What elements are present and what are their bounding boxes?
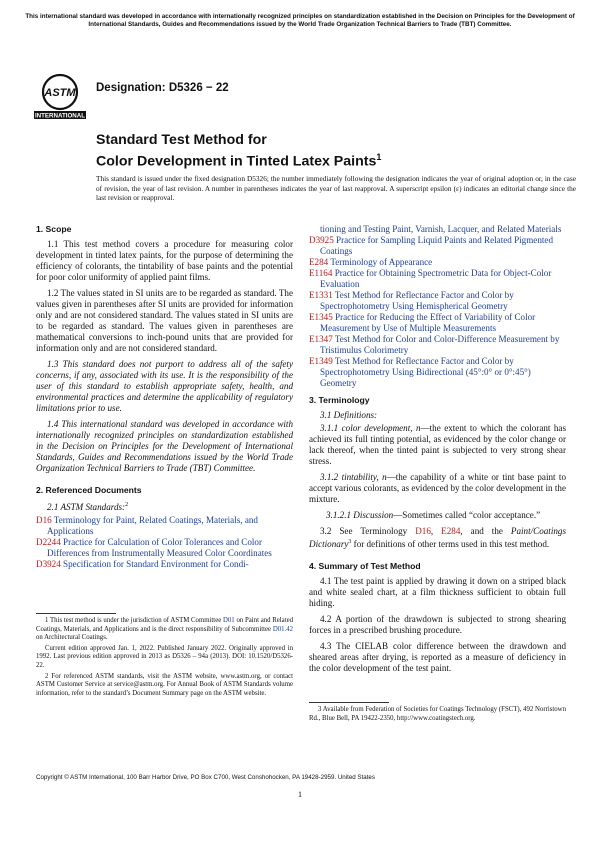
right-column (309, 224, 566, 679)
para-3-1-2-1: 3.1.2.1 Discussion—Sometimes called “color acceptance.” (326, 510, 541, 520)
link-e284[interactable]: E284 (441, 526, 461, 536)
page-number: 1 (297, 789, 303, 799)
title-footnote-mark: 1 (376, 152, 382, 162)
page-title (96, 132, 566, 171)
para-3-1-2: 3.1.2 tintability, n—the capability of a white or tint base paint to accept various colorants, as evidenced by the color development in the mixture. (309, 472, 566, 504)
link-d01-42[interactable]: D01.42 (272, 625, 294, 633)
reference-d3924[interactable] (36, 559, 293, 570)
reference-code[interactable]: D16 (36, 515, 52, 526)
reference-d3924[interactable] (309, 224, 566, 235)
scope-heading: 1. Scope (36, 224, 72, 234)
title-line-1: Standard Test Method for (96, 132, 267, 148)
reference-title[interactable]: tioning and Testing Paint, Varnish, Lacquer, and Related Materials (320, 224, 562, 234)
reference-title[interactable]: Practice for Calculation of Color Tolerances and Color Differences from Instrumentally Measured Color Coordinates (47, 537, 272, 559)
reference-list-left (36, 515, 293, 570)
reference-e1347[interactable] (309, 334, 566, 356)
para-3-1-1: 3.1.1 color development, n—the extent to which the colorant has achieved its full tinting potential, as evidenced by the color change or lack thereof, when the tinted paint is subjected to very strong shear stress. (309, 423, 567, 466)
reference-code[interactable]: E1345 (309, 312, 333, 322)
footnote-3: 3 Available from Federation of Societies for Coatings Technology (FSCT), 492 Norristown Rd., Blue Bell, PA 19422-2350, http://www.coatingstech.org. (309, 706, 566, 722)
footnote-2: 2 For referenced ASTM standards, visit the ASTM website, www.astm.org, or contact ASTM Customer Service at service@astm.org. For Annual Book of ASTM Standards volume information, refer to the standard’s Document Summary page on the ASTM website. (36, 672, 293, 697)
para-1-3: 1.3 This standard does not purport to address all of the safety concerns, if any, associated with its use. It is the responsibility of the user of this standard to establish appropriate safety, health, and environmental practices and determine the applicability of regulatory limitations prior to use. (36, 359, 293, 413)
designation: Designation: D5326 − 22 (96, 82, 229, 94)
reference-e1164[interactable] (309, 268, 566, 290)
astm-standards-label: 2.1 ASTM Standards:$^2$ (47, 502, 129, 513)
para-1-1: 1.1 This test method covers a procedure for measuring color development in tinted latex paints, for the purpose of determining the efficiency of colorants, the tintability of base paints and the potential for poor color uniformity of applied paint films. (36, 239, 293, 282)
copyright: Copyright © ASTM International, 100 Barr Harbor Drive, PO Box C700, West Conshohocken, PA 19428-2959. United States (36, 774, 375, 781)
refdocs-heading: 2. Referenced Documents (36, 485, 142, 495)
para-1-2: 1.2 The values stated in SI units are to be regarded as standard. The values given in parentheses after SI units are provided for information only and are not considered standard. The values stated in SI units are to be regarded as standard. The values given in parentheses are mathematical conversions to inch-pound units that are provided for information only and are not considered standard. (36, 288, 293, 353)
footnote-1: 1 This test method is under the jurisdiction of ASTM Committee D01 on Paint and Related Coatings, Materials, and Applications and is the direct responsibility of Subcommittee D01.42 on Architectural Coatings. (36, 617, 294, 642)
para-1-4: 1.4 This international standard was developed in accordance with internationally recognized principles on standardization established in the Decision on Principles for the Development of International Standards, Guides and Recommendations issued by the World Trade Organization Technical Barriers to Trade (TBT) Committee. (36, 419, 293, 473)
reference-title[interactable]: Specification for Standard Environment for Condi- (63, 559, 249, 570)
reference-e1331[interactable] (309, 290, 566, 312)
reference-code[interactable]: E1331 (309, 290, 333, 300)
reference-code[interactable]: D3925 (309, 235, 334, 245)
reference-d16[interactable] (36, 515, 293, 537)
footnote-divider (36, 613, 116, 614)
reference-title[interactable]: Practice for Obtaining Spectrometric Data for Object-Color Evaluation (320, 268, 552, 289)
reference-d2244[interactable] (36, 537, 293, 559)
reference-title[interactable]: Terminology of Appearance (330, 257, 433, 267)
footnote-divider-right (309, 702, 389, 703)
astm-logo-icon (32, 71, 88, 121)
summary-heading: 4. Summary of Test Method (309, 561, 421, 572)
footnotes-left (36, 617, 293, 700)
reference-code[interactable]: D3924 (36, 559, 61, 570)
astm-logo (32, 71, 88, 121)
para-3-1: 3.1 Definitions: (320, 410, 378, 420)
logo-caption: INTERNATIONAL (34, 112, 86, 120)
link-d01[interactable]: D01 (222, 617, 235, 624)
para-4-2: 4.2 A portion of the drawdown is subjected to strong shearing forces in a prescribed brushing procedure. (309, 614, 566, 636)
link-d16[interactable]: D16 (415, 526, 431, 536)
terminology-heading: 3. Terminology (309, 395, 370, 405)
reference-e284[interactable] (309, 257, 566, 268)
para-4-3: 4.3 The CIELAB color difference between the drawdown and sheared areas after drying, is reported as a measure of deficiency in the color development of the test paint. (309, 641, 566, 674)
reference-e1349[interactable] (309, 356, 566, 389)
reference-title[interactable]: Practice for Reducing the Effect of Variability of Color Measurement by Use of Multiple Measurements (320, 312, 536, 333)
logo-letters: ASTM (44, 87, 76, 99)
reference-code[interactable]: E1349 (309, 356, 333, 366)
reference-code[interactable]: D2244 (36, 537, 61, 548)
reference-list-right (309, 224, 566, 389)
title-line-2: Color Development in Tinted Latex Paints (96, 153, 377, 170)
footnote-edition: Current edition approved Jan. 1, 2022. Published January 2022. Originally approved in 1992. Last previous edition approved in 2013 as D5326 – 94a (2013). DOI: 10.1520/D5326-22. (36, 644, 293, 669)
reference-code[interactable]: E284 (309, 257, 329, 267)
reference-title[interactable]: Practice for Sampling Liquid Paints and Related Pigmented Coatings (320, 235, 553, 256)
reference-d3925[interactable] (309, 235, 566, 257)
left-column (36, 224, 293, 570)
issuance-note: This standard is issued under the fixed designation D5326; the number immediately following the designation indicates the year of original adoption or, in the case of revision, the year of last revision. A number in parentheses indicates the year of last reapproval. A superscript epsilon (ε) indicates an editorial change since the last revision or reapproval. (96, 174, 576, 202)
reference-title[interactable]: Test Method for Color and Color-Difference Measurement by Tristimulus Colorimetry (320, 334, 560, 355)
para-4-1: 4.1 The test paint is applied by drawing it down on a striped black and white sealed chart, at a film thickness sufficient to obtain full hiding. (309, 576, 566, 609)
tbt-notice: This international standard was developed in accordance with internationally recognized principles on standardization established in the Decision on Principles for the Development of International Standards, Guides and Recommendations issued by the World Trade Organization Technical Barriers to Trade (TBT) Committee. (25, 13, 575, 28)
footnotes-right (309, 706, 566, 723)
reference-title[interactable]: Terminology for Paint, Related Coatings, Materials, and Applications (47, 515, 258, 537)
reference-title[interactable]: Test Method for Reflectance Factor and Color by Spectrophotometry Using Bidirectional (45°:0° or 0°:45°) Geometry (320, 356, 531, 388)
reference-code[interactable]: E1347 (309, 334, 333, 344)
reference-e1345[interactable] (309, 312, 566, 334)
para-3-2: 3.2 See Terminology D16, E284, and the Paint/Coatings Dictionary$^3$ for definitions of other terms used in this test method. (309, 526, 566, 550)
reference-code[interactable]: E1164 (309, 268, 333, 278)
reference-title[interactable]: Test Method for Reflectance Factor and Color by Spectrophotometry Using Hemispherical Geometry (320, 290, 514, 311)
